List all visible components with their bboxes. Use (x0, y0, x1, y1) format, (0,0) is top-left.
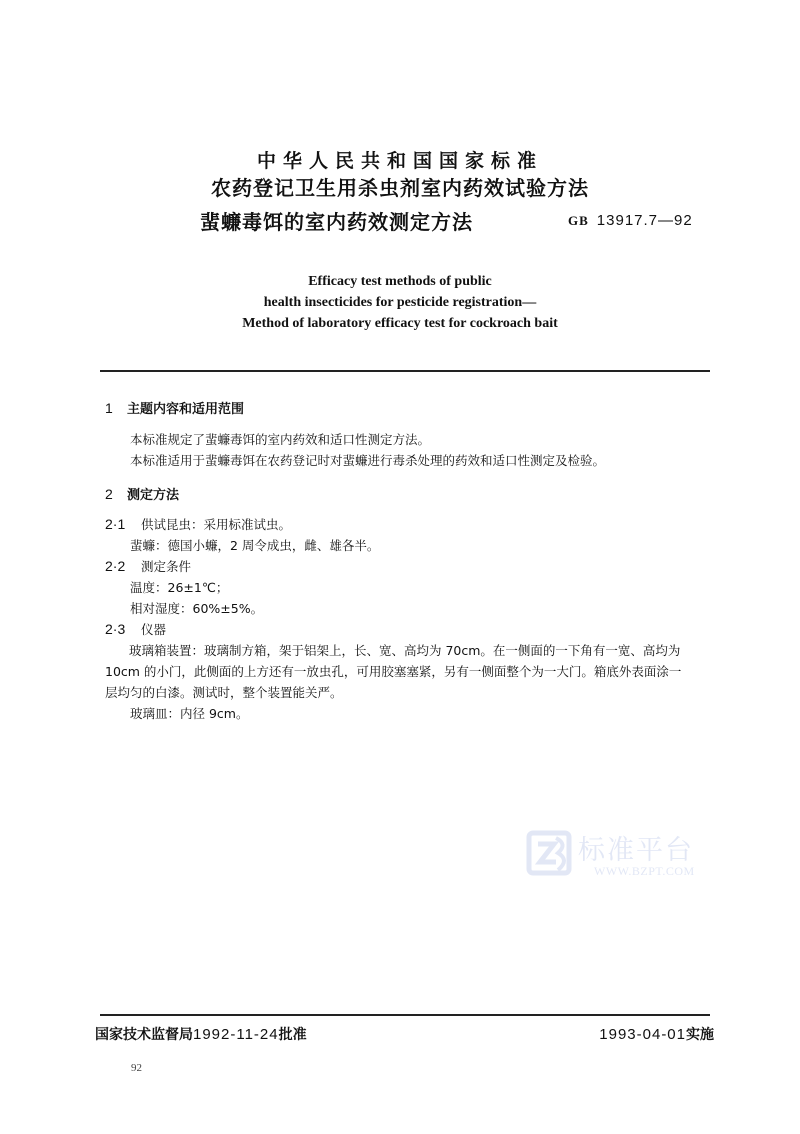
section-2-heading (105, 484, 179, 503)
gb-prefix: GB (568, 213, 589, 228)
approve-label: 批准 (278, 1027, 307, 1043)
section-2-2-humidity: 相对湿度：60%±5%。 (130, 601, 264, 616)
subsection-number: 2·2 (105, 558, 126, 574)
section-title: 测定方法 (127, 488, 180, 503)
section-1-paragraph-2: 本标准适用于蜚蠊毒饵在农药登记时对蜚蠊进行毒杀处理的药效和适口性测定及检验。 (130, 453, 606, 468)
section-2-2-temperature: 温度：26±1℃； (130, 580, 229, 595)
bz-logo-icon (526, 830, 572, 876)
document-subtitle: 蜚蠊毒饵的室内药效测定方法 (200, 210, 473, 234)
footer-divider (100, 1014, 710, 1016)
english-title-line-3: Method of laboratory efficacy test for cockroach bait (242, 316, 558, 331)
section-1-paragraph-1: 本标准规定了蜚蠊毒饵的室内药效和适口性测定方法。 (130, 432, 431, 447)
section-2-1-heading (105, 514, 291, 535)
subsection-number: 2·1 (105, 516, 126, 532)
section-2-3-heading (105, 619, 166, 640)
english-title-line-1: Efficacy test methods of public (308, 274, 492, 289)
watermark (526, 826, 746, 886)
approver: 国家技术监督局 (95, 1027, 193, 1043)
header-divider (100, 370, 710, 372)
standard-code (568, 212, 693, 229)
watermark-text: 标准平台 (578, 835, 694, 866)
effective-date: 1993-04-01 (599, 1026, 686, 1043)
section-number: 2 (105, 486, 113, 502)
page-number: 92 (131, 1062, 142, 1074)
section-number: 1 (105, 400, 113, 416)
section-2-1-paragraph: 蜚蠊：德国小蠊，2 周令成虫，雌、雄各半。 (130, 538, 380, 553)
approval-info (95, 1024, 307, 1044)
section-title: 主题内容和适用范围 (127, 402, 245, 417)
effective-info (599, 1024, 714, 1044)
section-2-2-heading (105, 556, 191, 577)
approve-date: 1992-11-24 (193, 1026, 279, 1043)
subsection-title: 测定条件 (141, 559, 192, 574)
document-title: 农药登记卫生用杀虫剂室内药效试验方法 (211, 176, 589, 200)
subsection-number: 2·3 (105, 621, 126, 637)
section-2-3-paragraph-2: 玻璃皿：内径 9cm。 (130, 706, 249, 721)
section-1-heading (105, 398, 244, 417)
english-title-line-2: health insecticides for pesticide registration— (263, 295, 537, 310)
effective-label: 实施 (686, 1027, 714, 1043)
watermark-url: WWW.BZPT.COM (594, 864, 695, 878)
section-2-3-paragraph-1: 玻璃箱装置：玻璃制方箱，架于铝架上，长、宽、高均为 70cm。在一侧面的一下角有一宽、高均为 10cm 的小门，此侧面的上方还有一放虫孔，可用胶塞塞紧，另有一侧面整个为一大门。箱底外表面涂一层均匀的白漆。测试时，整个装置能关严。 (105, 643, 682, 700)
subsection-title: 供试昆虫：采用标准试虫。 (141, 517, 292, 532)
subsection-title: 仪器 (141, 622, 167, 637)
national-standard-heading: 中华人民共和国国家标准 (256, 150, 543, 172)
gb-number: 13917.7—92 (596, 212, 693, 229)
